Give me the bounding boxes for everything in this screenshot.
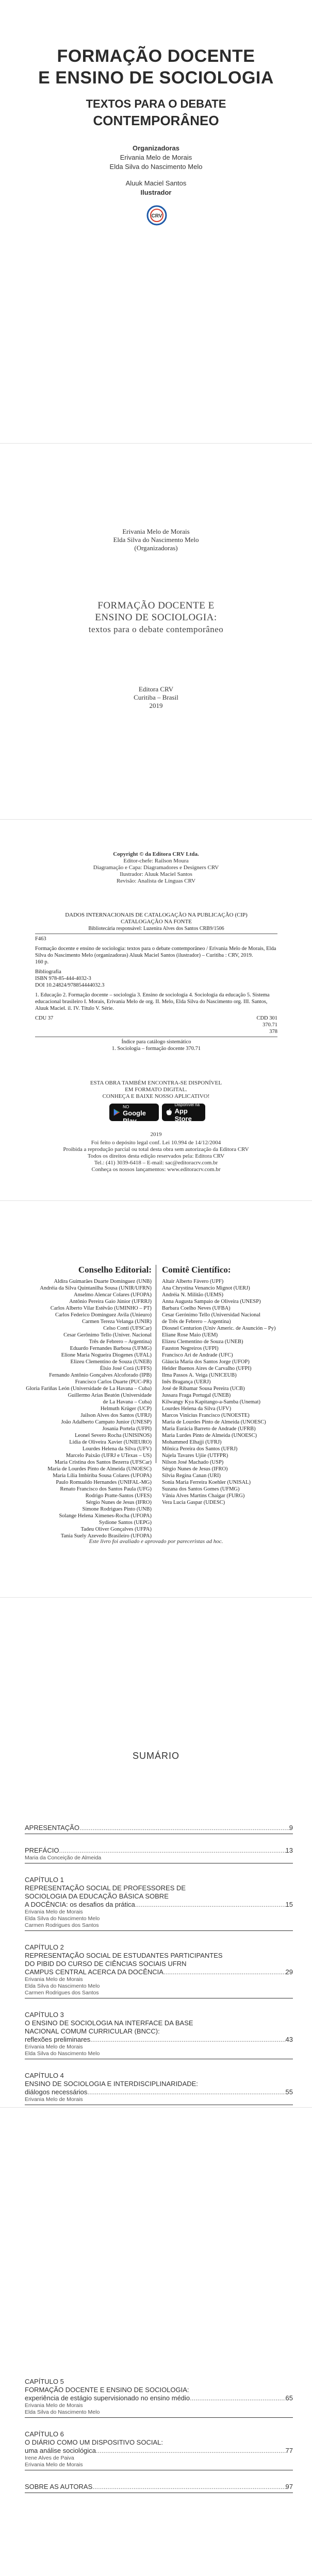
editorial-member: Leonel Severo Rocha (UNISINOS) [74, 1433, 152, 1438]
toc-dot-leader [90, 2036, 285, 2044]
peer-review-note: Este livro foi avaliado e aprovado por pareceristas ad hoc. [89, 1538, 223, 1545]
toc-chapter-label: CAPÍTULO 3 [25, 2011, 64, 2019]
editorial-member: Tania Suely Azevedo Brasileiro (UFOPA) [60, 1533, 152, 1539]
digital-notice-1: ESTA OBRA TAMBÉM ENCONTRA-SE DISPONÍVEL [90, 1080, 222, 1086]
toc-dot-leader [79, 1824, 289, 1832]
scientific-member: Fauston Negreiros (UFPI) [162, 1346, 219, 1351]
editorial-member: Élsio José Corá (UFFS) [100, 1366, 152, 1371]
google-play-label: Google Play [123, 1109, 146, 1125]
toc-chapter-title-line: FORMAÇÃO DOCENTE E ENSINO DE SOCIOLOGIA: [25, 2386, 189, 2394]
editorial-member: Renato Francisco dos Santos Paula (UFG) [60, 1486, 152, 1492]
editorial-member: Josania Portela (UFPI) [102, 1426, 152, 1432]
index-entry: 1. Sociologia – formação docente 370.71 [111, 1046, 201, 1052]
toc-entry [25, 2011, 293, 2059]
editorial-member: Sydione Santos (UEPG) [98, 1520, 152, 1526]
editorial-member: Aldira Guimarães Duarte Domínguez (UNB) [54, 1279, 152, 1284]
toc-page-number: 65 [285, 2394, 293, 2402]
toc-page-number: 43 [285, 2036, 293, 2043]
scientific-committee-title: Comitê Científico: [162, 1265, 231, 1275]
scientific-member: Sérgio Nunes de Jesus (IFRO) [162, 1466, 228, 1472]
scientific-member: José de Ribamar Sousa Pereira (UCB) [162, 1386, 245, 1392]
toc-entry [25, 2378, 293, 2418]
editorial-member: Simone Rodrigues Pinto (UNB) [82, 1506, 152, 1512]
toc-entry-title: uma análise sociológica [25, 2447, 96, 2454]
digital-notice-3: CONHEÇA E BAIXE NOSSO APLICATIVO! [102, 1093, 210, 1099]
toc-author-name: Erivania Melo de Morais [25, 2462, 83, 2468]
scientific-member: Altair Alberto Fávero (UPF) [162, 1279, 224, 1284]
cip-pages: 160 p. [35, 959, 49, 965]
scientific-member: Inês Bragança (UERJ) [162, 1379, 211, 1385]
scientific-member: Kilwangy Kya Kapitango-a-Samba (Unemat) [162, 1399, 260, 1405]
editorial-board-title: Conselho Editorial: [78, 1265, 152, 1275]
editorial-member: Solange Helena Ximenes-Rocha (UFOPA) [59, 1513, 152, 1519]
illustrator-credit: Ilustrador: Aluuk Maciel Santos [120, 871, 192, 877]
editorial-member: de La Havana – Cuba) [103, 1399, 152, 1405]
toc-page-number: 9 [289, 1824, 293, 1832]
tp-organizer-1: Erivania Melo de Morais [122, 528, 190, 535]
editorial-member: Carlos Federico Dominguez Avila (Unieuro) [55, 1312, 152, 1318]
scientific-member: Ilma Passos A. Veiga (UNICEUB) [162, 1372, 237, 1378]
cover-illustrator-label: Ilustrador [140, 189, 172, 196]
toc-entry [25, 1846, 293, 1863]
editorial-member: Gloria Fariñas León (Universidade de La Havana – Cuba) [26, 1386, 152, 1392]
launches-line: Conheça os nossos lançamentos: www.editoracrv.com.br [91, 1166, 221, 1173]
toc-entry-link[interactable] [25, 1968, 293, 1976]
scientific-member: Eliane Rose Maio (UEM) [162, 1332, 218, 1338]
toc-entry-title: PREFÁCIO [25, 1846, 59, 1854]
editorial-member: Helmuth Krüger (UCP) [100, 1406, 152, 1412]
cip-subjects: 1. Educação 2. Formação docente – sociologia 3. Ensino de sociologia 4. Sociologia da educação 5. Sistema educacional brasileiro I. Morais, Erivania Melo de org. II. Melo, Elda Silva do Nascimento org. III. Santos, Aluuk Maciel. il. IV. Título V. Série. [35, 992, 270, 1011]
page-divider [0, 1200, 312, 1201]
cdu-label: CDU 37 [35, 1015, 54, 1021]
toc-author-name: Elda Silva do Nascimento Melo [25, 1983, 100, 1989]
scientific-member: Francisco Ari de Andrade (UFC) [162, 1352, 233, 1358]
scientific-member: Marcos Vinicius Francisco (UNOESTE) [162, 1413, 250, 1418]
toc-part-1 [25, 1824, 293, 2117]
scientific-member: Diosnel Centurion (Univ Americ. de Asunción – Py) [162, 1326, 276, 1331]
editorial-member: Tadeu Oliver Gonçalves (UFPA) [80, 1527, 152, 1532]
scientific-member: Barbara Coelho Neves (UFBA) [162, 1306, 231, 1311]
scientific-member: Maria de Lourdes Pinto de Almeida (UNOESC) [162, 1419, 266, 1425]
scientific-member: de Três de Febrero – Argentina) [162, 1319, 231, 1325]
publisher-logo [146, 205, 167, 226]
toc-page-number: 29 [285, 1968, 293, 1976]
editorial-member: Jailson Alves dos Santos (UFRJ) [80, 1413, 152, 1418]
editorial-member: Andréia da Silva Quintanilha Sousa (UNIR/UFRN) [40, 1285, 152, 1291]
cip-description: Formação docente e ensino de sociologia: textos para o debate contemporâneo / Erivania Melo de Morais, Elda Silva do Nascimento Melo (organizadoras) Aluuk Maciel Santos (ilustrador) – Curitiba : CRV, 2019. [35, 946, 276, 958]
rights-notice-2: Todos os direitos desta edição reservados pela: Editora CRV [87, 1153, 225, 1159]
cip-class-row [35, 1015, 277, 1022]
toc-page-number: 97 [285, 2483, 293, 2490]
editorial-member: Carlos Alberto Vilar Estêvão (UMINHO – PT) [50, 1306, 152, 1311]
toc-part-2 [25, 2378, 293, 2505]
toc-entry-link[interactable] [25, 2088, 293, 2096]
toc-page-number: 15 [285, 1901, 293, 1908]
toc-entry [25, 2430, 293, 2470]
scientific-member: Suzana dos Santos Gomes (UFMG) [162, 1486, 240, 1492]
cdd-3: 378 [269, 1029, 277, 1035]
toc-entry-link[interactable] [25, 1846, 293, 1855]
toc-entry-title: diálogos necessários [25, 2088, 88, 2096]
digital-notice-2: EM FORMATO DIGITAL. [125, 1087, 187, 1093]
cover-subtitle-line1: TEXTOS PARA O DEBATE [86, 97, 226, 110]
toc-author-name: Erivania Melo de Morais [25, 1909, 83, 1915]
toc-dot-leader [59, 1846, 285, 1855]
cip-title: DADOS INTERNACIONAIS DE CATALOGAÇÃO NA PUBLICAÇÃO (CIP) [65, 912, 248, 918]
toc-entry-link[interactable] [25, 2394, 293, 2402]
cover-organizer-2: Elda Silva do Nascimento Melo [109, 163, 203, 171]
editorial-member: Maria Lília Imbiriba Sousa Colares (UFOPA) [53, 1473, 152, 1479]
toc-author-name: Erivania Melo de Morais [25, 1976, 83, 1982]
toc-entry-link[interactable] [25, 2483, 293, 2491]
editorial-board [23, 1265, 152, 1539]
contact-line: Tel.: (41) 3039-6418 – E-mail: sac@editoracrv.com.br [94, 1160, 218, 1166]
editor-chief: Editor-chefe: Railson Moura [123, 858, 189, 864]
editorial-member: Marcelo Paixão (UFRJ e UTexas – US) [65, 1453, 152, 1459]
editorial-member: Lourdes Helena da Silva (UFV) [82, 1446, 152, 1452]
google-play-icon [113, 1108, 120, 1117]
toc-rule [25, 2417, 293, 2418]
toc-author-name: Elda Silva do Nascimento Melo [25, 1916, 100, 1922]
editorial-member: Elizeu Clementino de Souza (UNEB) [70, 1359, 152, 1365]
toc-rule [25, 1930, 293, 1931]
cover-title-line2: E ENSINO DE SOCIOLOGIA [38, 68, 274, 88]
toc-author-name: Erivania Melo de Morais [25, 2044, 83, 2050]
copyright-line: Copyright © da Editora CRV Ltda. [113, 851, 199, 857]
toc-chapter-title-line: NACIONAL COMUM CURRICULAR (BNCC): [25, 2027, 160, 2035]
scientific-member: Cesar Gerónimo Tello (Universidad Nacional [162, 1312, 260, 1318]
toc-entry-title: SOBRE AS AUTORAS [25, 2483, 93, 2490]
toc-entry-title: A DOCÊNCIA: os desafios da prática [25, 1901, 135, 1908]
editorial-member: Paulo Romualdo Hernandes (UNIFAL-MG) [56, 1480, 152, 1485]
scientific-member: Silvia Regina Canan (URI) [162, 1473, 221, 1479]
organizers-label: Organizadoras [132, 144, 180, 152]
review-credit: Revisão: Analista de Línguas CRV [116, 878, 196, 884]
toc-chapter-title-line: ENSINO DE SOCIOLOGIA E INTERDISCIPLINARIDADE: [25, 2080, 198, 2088]
toc-chapter-title-line: O DIÁRIO COMO UM DISPOSITIVO SOCIAL: [25, 2438, 163, 2446]
toc-entry-title: experiência de estágio supervisionado no ensino médio [25, 2394, 190, 2402]
scientific-member: Jussara Fraga Portugal (UNEB) [162, 1393, 231, 1398]
editorial-member: Sérgio Nunes de Jesus (IFRO) [86, 1500, 152, 1505]
publisher-logo-text: CRV [151, 213, 162, 219]
cip-isbn: ISBN 978-85-444-4032-3 [35, 976, 91, 981]
toc-entry [25, 2072, 293, 2105]
tp-publisher: Editora CRV [138, 685, 174, 693]
toc-chapter-title-line: SOCIOLOGIA DA EDUCAÇÃO BÁSICA SOBRE [25, 1892, 169, 1900]
editorial-member: Eduardo Fernandes Barbosa (UFMG) [70, 1346, 152, 1351]
cdd-label: CDD 301 [256, 1015, 277, 1021]
page-divider [0, 2107, 312, 2108]
toc-page-number: 77 [285, 2447, 293, 2454]
editorial-member: Guillermo Arias Beatón (Universidade [68, 1393, 152, 1398]
toc-author-name: Elda Silva do Nascimento Melo [25, 2409, 100, 2415]
apple-icon [166, 1108, 172, 1116]
toc-author-name: Elda Silva do Nascimento Melo [25, 2050, 100, 2057]
toc-chapter-title-line: REPRESENTAÇÃO SOCIAL DE ESTUDANTES PARTICIPANTES [25, 1952, 223, 1959]
toc-chapter-label: CAPÍTULO 1 [25, 1876, 64, 1884]
toc-entry-link[interactable] [25, 1901, 293, 1909]
toc-entry [25, 2483, 293, 2493]
scientific-member: Ana Chrystina Venancio Mignot (UERJ) [162, 1285, 250, 1291]
cip-bibliography: Bibliografia [35, 969, 61, 975]
page-divider [0, 1597, 312, 1598]
toc-dot-leader [163, 1968, 286, 1976]
scientific-member: Vânia Alves Martins Chaigar (FURG) [162, 1493, 245, 1499]
scientific-member: Gláucia Maria dos Santos Jorge (UFOP) [162, 1359, 250, 1365]
page-divider [0, 443, 312, 444]
scientific-member: Najela Tavares Ujiie (UTFPR) [162, 1453, 228, 1459]
rights-notice-1: Proibida a reprodução parcial ou total desta obra sem autorização da Editora CRV [63, 1146, 249, 1153]
tp-organizer-2: Elda Silva do Nascimento Melo [113, 536, 199, 544]
google-play-top: DISPONÍVEL NO [123, 1100, 147, 1109]
toc-author-name: Erivania Melo de Morais [25, 2402, 83, 2409]
editorial-member: Elione Maria Nogueira Diogenes (UFAL) [61, 1352, 152, 1358]
toc-dot-leader [96, 2447, 286, 2455]
cdd-2: 370.71 [262, 1022, 277, 1028]
app-store-button[interactable] [162, 1104, 205, 1121]
app-store-label: App Store [174, 1107, 192, 1123]
toc-chapter-title-line: REPRESENTAÇÃO SOCIAL DE PROFESSORES DE [25, 1884, 186, 1892]
scientific-member: Mohammed Elhajji (UFRJ) [162, 1439, 222, 1445]
tp-city: Curitiba – Brasil [134, 693, 178, 701]
editorial-member: Fernando Antônio Gonçalves Alcoforado (IPB) [49, 1372, 152, 1378]
toc-chapter-label: CAPÍTULO 4 [25, 2072, 64, 2079]
toc-author-name: Maria da Conceição de Almeida [25, 1855, 102, 1861]
toc-page-number: 55 [285, 2088, 293, 2096]
tp-role: (Organizadoras) [134, 544, 178, 552]
cover-title-line1: FORMAÇÃO DOCENTE [57, 46, 255, 66]
editorial-member: Celso Conti (UFSCar) [103, 1326, 152, 1331]
editorial-board-list [23, 1278, 152, 1539]
tp-title-line2: ENSINO DE SOCIOLOGIA: [95, 612, 217, 623]
toc-author-name: Carmen Rodrigues dos Santos [25, 1922, 99, 1928]
editorial-member: Rodrigo Pratte-Santos (UFES) [85, 1493, 152, 1499]
toc-author-name: Erivania Melo de Morais [25, 2096, 83, 2103]
cover-organizer-1: Erivania Melo de Morais [120, 154, 192, 161]
scientific-member: Maria Eurácia Barreto de Andrade (UFRB) [162, 1426, 256, 1432]
toc-author-name: Irene Alves de Paiva [25, 2455, 74, 2461]
scientific-member: Elizeu Clementino de Souza (UNEB) [162, 1339, 243, 1345]
scientific-member: Andréia N. Militão (UEMS) [162, 1292, 223, 1298]
cip-librarian: Bibliotecária responsável: Luzenira Alves dos Santos CRB9/1506 [88, 926, 224, 931]
cip-code: F463 [35, 936, 46, 942]
page-divider [0, 819, 312, 820]
scientific-member: Vera Lucia Gaspar (UDESC) [162, 1500, 225, 1505]
toc-chapter-title-line: DO PIBID DO CURSO DE CIÊNCIAS SOCIAIS UFRN [25, 1960, 187, 1968]
toc-dot-leader [190, 2394, 285, 2402]
toc-entry-link[interactable] [25, 2036, 293, 2044]
editorial-member: Maria de Lourdes Pinto de Almeida (UNOESC) [47, 1466, 152, 1472]
toc-dot-leader [92, 2483, 285, 2491]
copyright-year: 2019 [150, 1131, 162, 1138]
scientific-member: Mônica Pereira dos Santos (UFRJ) [162, 1446, 238, 1452]
editorial-member: Anselmo Alencar Colares (UFOPA) [74, 1292, 152, 1298]
toc-chapter-label: CAPÍTULO 6 [25, 2430, 64, 2438]
scientific-member: Maria Lurdes Pinto de Almeida (UNOESC) [162, 1433, 257, 1438]
scientific-member: Lourdes Helena da Silva (UFV) [162, 1406, 232, 1412]
legal-deposit: Foi feito o depósito legal conf. Lei 10.994 de 14/12/2004 [91, 1140, 221, 1146]
layout-credit: Diagramação e Capa: Diagramadores e Designers CRV [93, 865, 219, 871]
editorial-member: Lídia de Oliveira Xavier (UNIEURO) [69, 1439, 152, 1445]
editorial-member: Francisco Carlos Duarte (PUC-PR) [75, 1379, 152, 1385]
toc-entry [25, 1824, 293, 1834]
scientific-member: Anna Augusta Sampaio de Oliveira (UNESP) [162, 1299, 261, 1304]
editorial-member: João Adalberto Campato Junior (UNESP) [61, 1419, 152, 1425]
cip-subtitle: CATALOGAÇÃO NA FONTE [121, 919, 192, 925]
toc-entry-title: reflexões preliminares [25, 2036, 91, 2043]
cover-subtitle-line2: CONTEMPORÂNEO [93, 113, 219, 128]
scientific-member: Helder Buenos Aires de Carvalho (UFPI) [162, 1366, 252, 1371]
tp-title-line1: FORMAÇÃO DOCENTE E [97, 600, 215, 611]
editorial-member: Três de Febrero – Argentina) [89, 1339, 152, 1345]
toc-chapter-label: CAPÍTULO 2 [25, 1943, 64, 1951]
app-store-top: Disponível na [174, 1102, 200, 1107]
google-play-button[interactable] [109, 1100, 159, 1125]
tp-year: 2019 [149, 702, 163, 709]
toc-chapter-label: CAPÍTULO 5 [25, 2378, 64, 2385]
toc-chapter-title-line: O ENSINO DE SOCIOLOGIA NA INTERFACE DA BASE [25, 2019, 193, 2027]
cip-block [35, 912, 277, 1061]
editorial-member: Antônio Pereira Gaio Júnior (UFRRJ) [69, 1299, 152, 1304]
toc-entry-title: CAMPUS CENTRAL ACERCA DA DOCÊNCIA [25, 1968, 163, 1976]
toc-entry-title: APRESENTAÇÃO [25, 1824, 79, 1832]
scientific-committee-list [162, 1278, 291, 1506]
toc-author-name: Carmen Rodrigues dos Santos [25, 1990, 99, 1996]
toc-entry-link[interactable] [25, 1824, 293, 1832]
editorial-member: Carmen Tereza Velanga (UNIR) [81, 1319, 152, 1325]
toc-dot-leader [135, 1901, 286, 1909]
scientific-member: Sonia Maria Ferreira Koehler (UNISAL) [162, 1480, 251, 1485]
index-title: Índice para catálogo sistemático [121, 1039, 191, 1045]
cover-title [0, 45, 312, 89]
editorial-member: Cesar Gerônimo Tello (Univer. Nacional [63, 1332, 152, 1338]
editorial-member: Maria Cristina dos Santos Bezerra (UFSCar) [54, 1460, 152, 1465]
cover-subtitle [0, 96, 312, 129]
scientific-member: Nilson José Machado (USP) [162, 1460, 224, 1465]
tp-title-line3: textos para o debate contemporâneo [88, 624, 224, 634]
cover-illustrator-name: Aluuk Maciel Santos [125, 179, 187, 187]
cip-doi: DOI 10.24824/978854444032.3 [35, 982, 105, 988]
toc-dot-leader [87, 2088, 285, 2096]
toc-entry [25, 1943, 293, 1998]
toc-page-number: 13 [285, 1846, 293, 1854]
scientific-committee [162, 1265, 291, 1506]
toc-entry-link[interactable] [25, 2447, 293, 2455]
crv-logo-icon [146, 205, 167, 226]
toc-entry [25, 1876, 293, 1931]
summary-title: SUMÁRIO [132, 1751, 179, 1761]
